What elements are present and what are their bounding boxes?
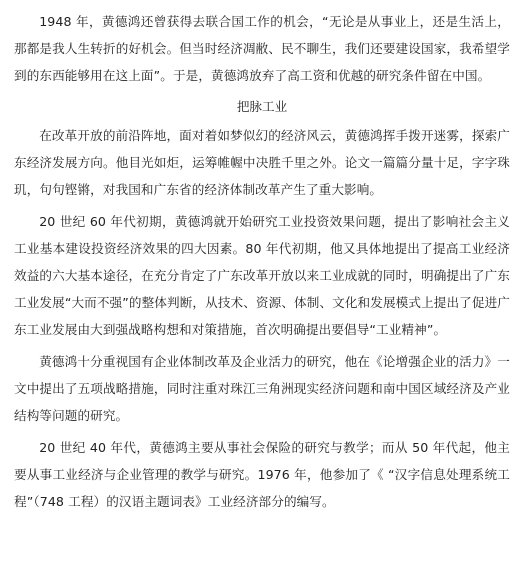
paragraph-career-history: 20 世纪 40 年代，黄德鸿主要从事社会保险的研究与教学；而从 50 年代起，他主要从事工业经济与企业管理的教学与研究。1976 年，他参加了《 “汉字信息处理系统工程”（748 工程）的汉语主题词表》工业经济部分的编写。 <box>14 440 510 509</box>
section-heading: 把脉工业 <box>236 99 288 114</box>
paragraph-industrial-investment: 20 世纪 60 年代初期，黄德鸿就开始研究工业投资效果问题，提出了影响社会主义工业基本建设投资经济效果的四大因素。80 年代初期，他又具体地提出了提高工业经济效益的六大基本途径，在充分肯定了广东改革开放以来工业成就的同时，明确提出了广东工业发展“大而不强”的整体判断，从技术、资源、体制、文化和发展模式上提出了促进广东工业发展由大到强战略构想和对策措施，首次明确提出要倡导“工业精神”。 <box>14 214 510 337</box>
paragraph-un-opportunity: 1948 年，黄德鸿还曾获得去联合国工作的机会，“无论是从事业上，还是生活上，那都是我人生转折的好机会。但当时经济凋敝、民不聊生，我们还要建设国家，我希望学到的东西能够用在这上面”。于是，黄德鸿放弃了高工资和优越的研究条件留在中国。 <box>14 14 510 83</box>
paragraph-reform-frontline: 在改革开放的前沿阵地，面对着如梦似幻的经济风云，黄德鸿挥手拨开迷雾，探索广东经济发展方向。他目光如炬，运筹帷幄中决胜千里之外。论文一篇篇分量十足，字字珠玑，句句铿锵，对我国和广东省的经济体制改革产生了重大影响。 <box>14 128 510 197</box>
paragraph-enterprise-reform: 黄德鸿十分重视国有企业体制改革及企业活力的研究，他在《论增强企业的活力》一文中提出了五项战略措施，同时注重对珠江三角洲现实经济问题和南中国区域经济及产业结构等问题的研究。 <box>14 354 510 423</box>
